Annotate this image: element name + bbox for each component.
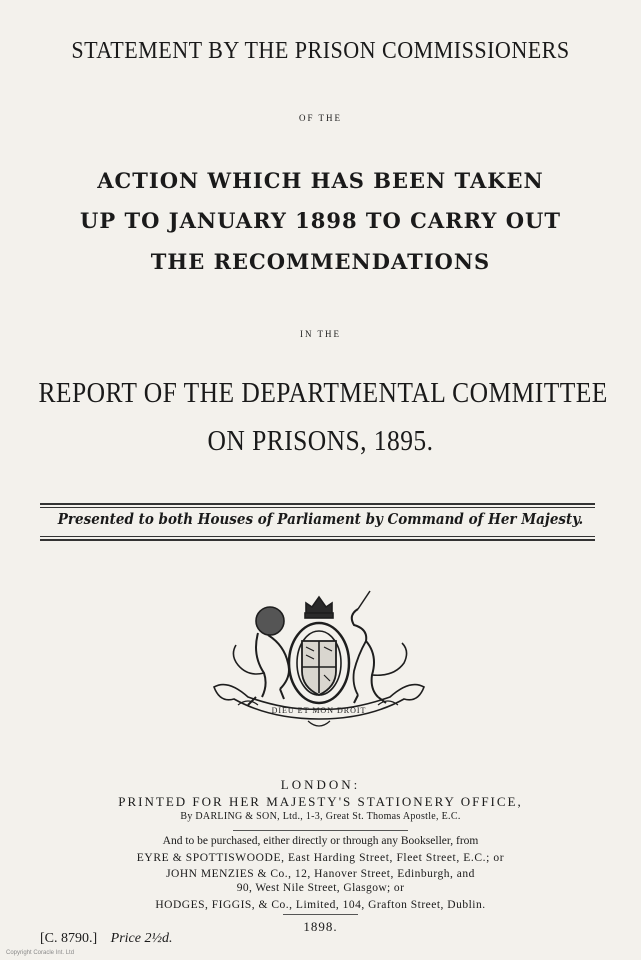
command-and-price [40, 931, 173, 947]
publication-year: 1898. [303, 919, 338, 934]
rule-bottom-thick [40, 539, 595, 541]
year-rule [283, 914, 358, 915]
purchase-line-5: HODGES, FIGGIS, & Co., Limited, 104, Grafton Street, Dublin. [155, 899, 486, 911]
title-action-line-1: ACTION WHICH HAS BEEN TAKEN [97, 168, 544, 193]
command-number: [C. 8790.] [40, 931, 98, 946]
presented-line: Presented to both Houses of Parliament by Command of Her Majesty. [57, 510, 584, 528]
imprint-city: LONDON: [280, 777, 361, 792]
rule-top-thin [40, 507, 595, 508]
title-statement: STATEMENT BY THE PRISON COMMISSIONERS [71, 38, 570, 64]
copyright-watermark: Copyright Coracle Int. Ltd [6, 950, 75, 956]
royal-coat-of-arms-icon [208, 585, 430, 735]
rule-bottom-thin [40, 536, 595, 537]
title-report-line-1: REPORT OF THE DEPARTMENTAL COMMITTEE [38, 377, 608, 409]
rule-top-thick [40, 503, 595, 505]
crest-motto: DIEU ET MON DROIT [271, 706, 367, 715]
imprint-rule [233, 830, 408, 831]
connector-in-the: IN THE [299, 329, 342, 339]
imprint-printed-for: PRINTED FOR HER MAJESTY'S STATIONERY OFFICE, [118, 794, 523, 809]
imprint-printer: By DARLING & SON, Ltd., 1-3, Great St. Thomas Apostle, E.C. [180, 811, 461, 822]
price: Price 2½d. [110, 931, 173, 946]
connector-of-the: OF THE [298, 113, 343, 123]
title-action-line-2: UP TO JANUARY 1898 TO CARRY OUT [80, 208, 561, 233]
title-action-line-3: THE RECOMMENDATIONS [150, 249, 491, 274]
purchase-line-1: And to be purchased, either directly or through any Bookseller, from [162, 835, 479, 847]
purchase-line-3: JOHN MENZIES & Co., 12, Hanover Street, Edinburgh, and [166, 868, 475, 880]
purchase-line-2: EYRE & SPOTTISWOODE, East Harding Street, Fleet Street, E.C.; or [136, 852, 505, 864]
title-report-line-2: ON PRISONS, 1895. [207, 425, 434, 457]
purchase-line-4: 90, West Nile Street, Glasgow; or [236, 882, 405, 894]
